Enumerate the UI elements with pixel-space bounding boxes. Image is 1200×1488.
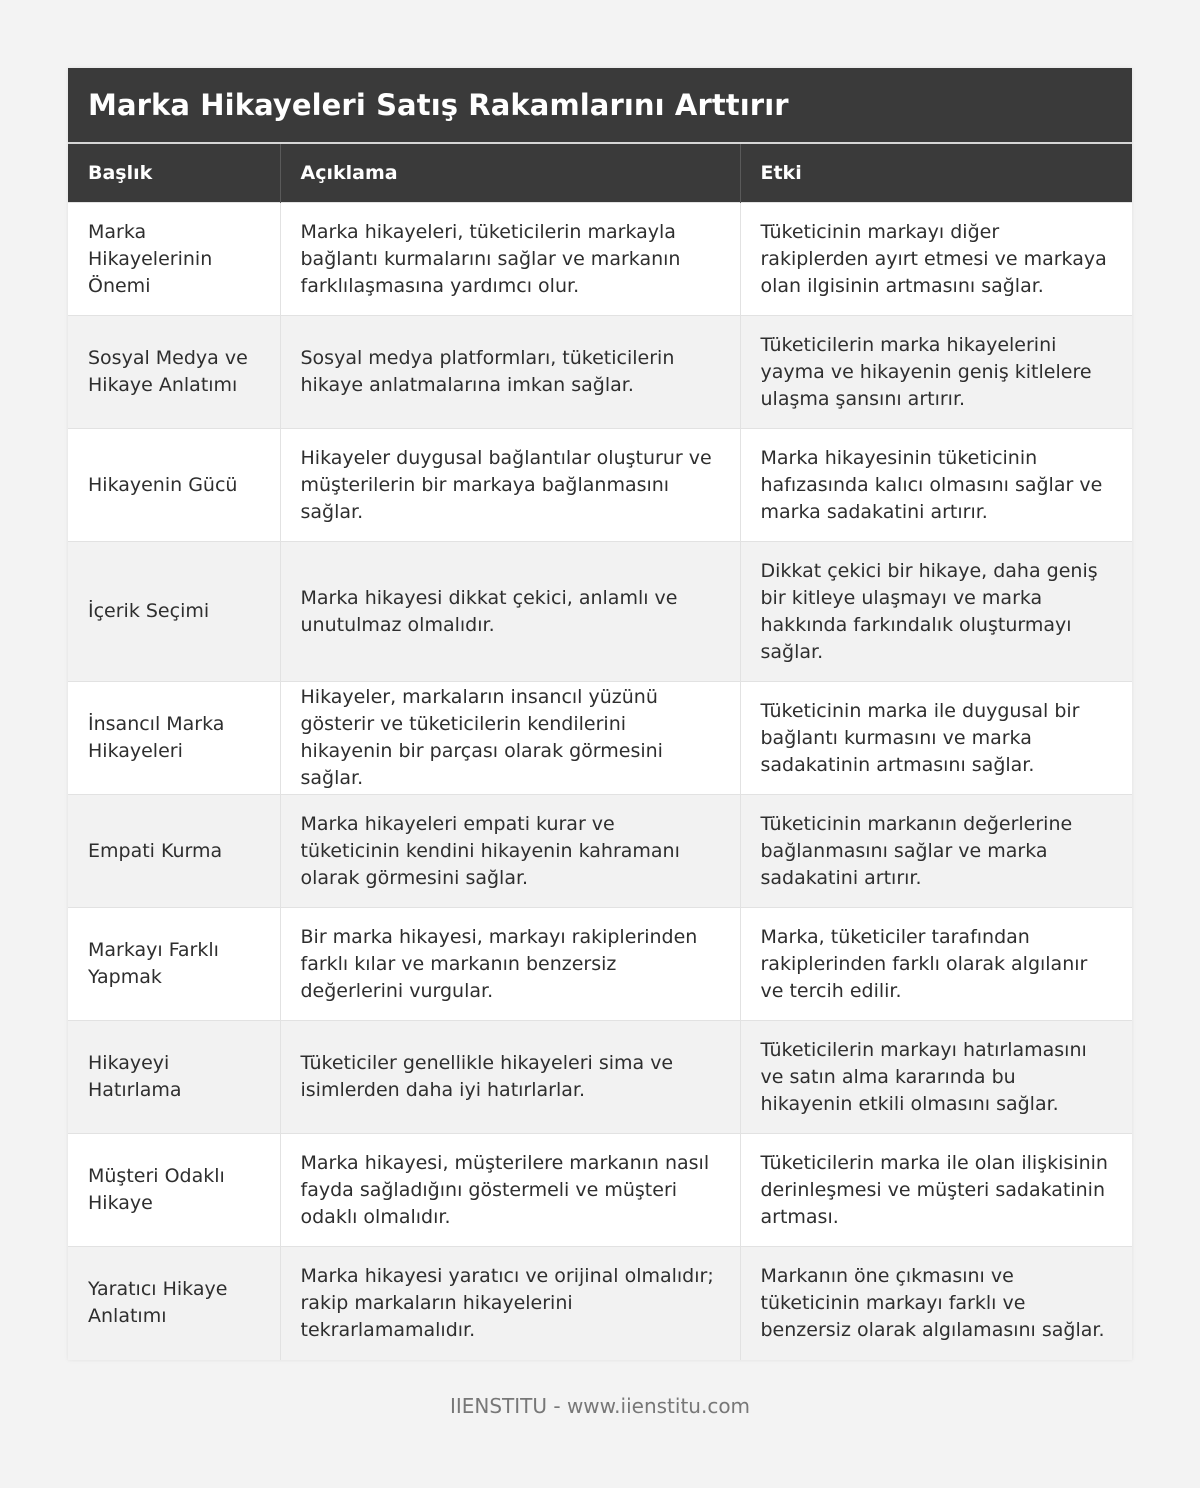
table-row: [68, 908, 1132, 1021]
cell-etki: Tüketicilerin marka ile olan ilişkisinin derinleşmesi ve müşteri sadakatinin artması.: [740, 1134, 1132, 1247]
cell-etki: Marka hikayesinin tüketicinin hafızasında kalıcı olmasını sağlar ve marka sadakatini artırır.: [740, 429, 1132, 542]
cell-etki: Tüketicilerin marka hikayelerini yayma ve hikayenin geniş kitlelere ulaşma şansını artırır.: [740, 316, 1132, 429]
cell-aciklama: Marka hikayeleri, tüketicilerin markayla bağlantı kurmalarını sağlar ve markanın farklılaşmasına yardımcı olur.: [280, 203, 740, 316]
content-table: [68, 144, 1132, 1360]
cell-aciklama: Tüketiciler genellikle hikayeleri sima ve isimlerden daha iyi hatırlarlar.: [280, 1021, 740, 1134]
table-row: [68, 682, 1132, 795]
table-row: [68, 1134, 1132, 1247]
column-header-baslik: Başlık: [68, 144, 280, 203]
cell-etki: Tüketicinin markanın değerlerine bağlanmasını sağlar ve marka sadakatini artırır.: [740, 795, 1132, 908]
title-bar: [68, 68, 1132, 144]
table-body: [68, 203, 1132, 1360]
cell-aciklama: Marka hikayesi yaratıcı ve orijinal olmalıdır; rakip markaların hikayelerini tekrarlamamalıdır.: [280, 1247, 740, 1360]
cell-baslik: Markayı Farklı Yapmak: [68, 908, 280, 1021]
table-row: [68, 316, 1132, 429]
table-row: [68, 203, 1132, 316]
footer-credit: IIENSTITU - www.iienstitu.com: [449, 1394, 751, 1418]
cell-etki: Tüketicinin marka ile duygusal bir bağlantı kurmasını ve marka sadakatinin artmasını sağlar.: [740, 682, 1132, 795]
cell-baslik: Müşteri Odaklı Hikaye: [68, 1134, 280, 1247]
column-header-etki: Etki: [740, 144, 1132, 203]
cell-aciklama: Marka hikayeleri empati kurar ve tüketicinin kendini hikayenin kahramanı olarak görmesini sağlar.: [280, 795, 740, 908]
cell-baslik: Empati Kurma: [68, 795, 280, 908]
cell-baslik: İnsancıl Marka Hikayeleri: [68, 682, 280, 795]
table-header: [68, 144, 1132, 203]
table-row: [68, 795, 1132, 908]
cell-aciklama: Hikayeler duygusal bağlantılar oluşturur ve müşterilerin bir markaya bağlanmasını sağlar.: [280, 429, 740, 542]
table-row: [68, 1247, 1132, 1360]
cell-aciklama: Bir marka hikayesi, markayı rakiplerinden farklı kılar ve markanın benzersiz değerlerini vurgular.: [280, 908, 740, 1021]
cell-baslik: Yaratıcı Hikaye Anlatımı: [68, 1247, 280, 1360]
cell-baslik: Hikayeyi Hatırlama: [68, 1021, 280, 1134]
cell-aciklama: Marka hikayesi, müşterilere markanın nasıl fayda sağladığını göstermeli ve müşteri odaklı olmalıdır.: [280, 1134, 740, 1247]
table-row: [68, 542, 1132, 682]
table-row: [68, 429, 1132, 542]
cell-baslik: İçerik Seçimi: [68, 542, 280, 682]
page-title: Marka Hikayeleri Satış Rakamlarını Arttırır: [88, 88, 789, 122]
column-header-aciklama: Açıklama: [280, 144, 740, 203]
cell-etki: Markanın öne çıkmasını ve tüketicinin markayı farklı ve benzersiz olarak algılamasını sağlar.: [740, 1247, 1132, 1360]
cell-baslik: Hikayenin Gücü: [68, 429, 280, 542]
table-row: [68, 1021, 1132, 1134]
cell-etki: Tüketicinin markayı diğer rakiplerden ayırt etmesi ve markaya olan ilgisinin artmasını sağlar.: [740, 203, 1132, 316]
cell-baslik: Marka Hikayelerinin Önemi: [68, 203, 280, 316]
cell-etki: Dikkat çekici bir hikaye, daha geniş bir kitleye ulaşmayı ve marka hakkında farkındalık oluşturmayı sağlar.: [740, 542, 1132, 682]
cell-aciklama: Hikayeler, markaların insancıl yüzünü gösterir ve tüketicilerin kendilerini hikayenin bir parçası olarak görmesini sağlar.: [280, 682, 740, 795]
cell-aciklama: Marka hikayesi dikkat çekici, anlamlı ve unutulmaz olmalıdır.: [280, 542, 740, 682]
cell-baslik: Sosyal Medya ve Hikaye Anlatımı: [68, 316, 280, 429]
table-card: [68, 68, 1132, 1360]
cell-etki: Tüketicilerin markayı hatırlamasını ve satın alma kararında bu hikayenin etkili olmasını sağlar.: [740, 1021, 1132, 1134]
cell-aciklama: Sosyal medya platformları, tüketicilerin hikaye anlatmalarına imkan sağlar.: [280, 316, 740, 429]
cell-etki: Marka, tüketiciler tarafından rakiplerinden farklı olarak algılanır ve tercih edilir.: [740, 908, 1132, 1021]
